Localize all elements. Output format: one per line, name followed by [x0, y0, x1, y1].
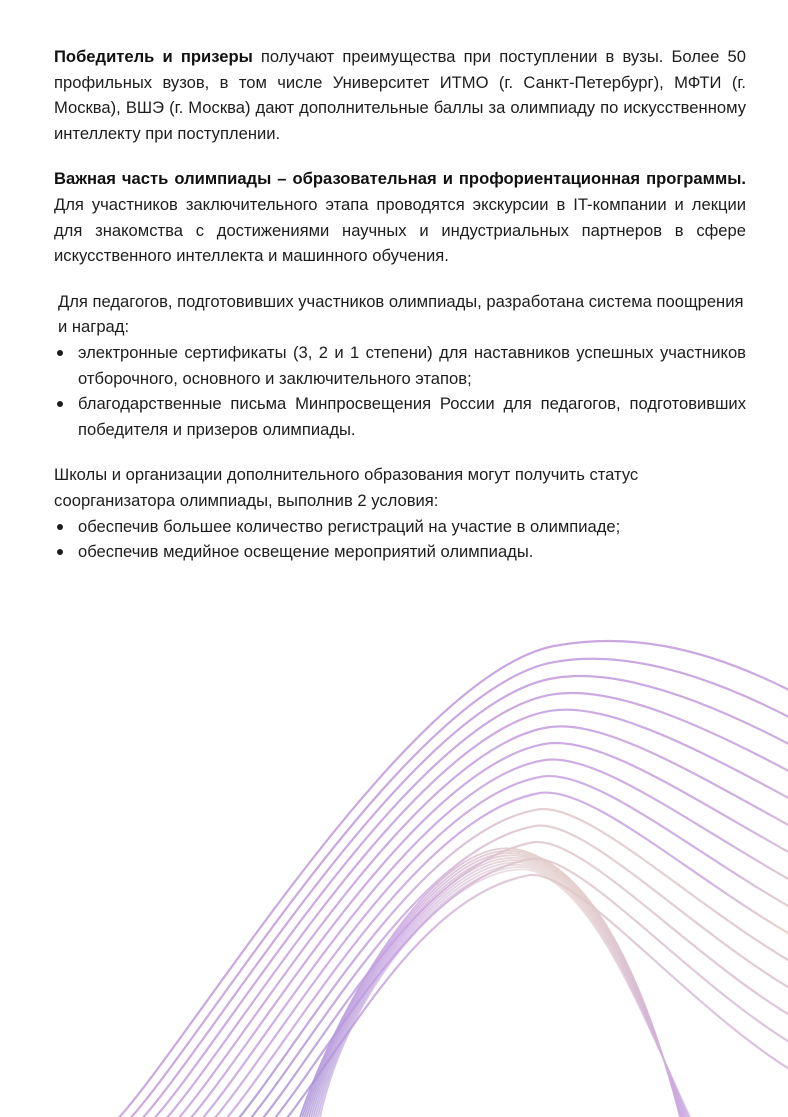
wave-line [256, 842, 788, 1117]
wave-inner-line [309, 858, 685, 1117]
paragraph-benefits [54, 44, 746, 146]
schools-bullet-list [54, 514, 746, 565]
list-item: электронные сертификаты (3, 2 и 1 степени) для наставников успешных участников отборочного, основного и заключительного этапов; [54, 340, 746, 391]
paragraph-benefits-text: получают преимущества при поступлении в вузы. Более 50 профильных вузов, в том числе Университет ИТМО (г. Санкт-Петербург), МФТИ (г. Москва), ВШЭ (г. Москва) дают дополнительные баллы за олимпиаду по искусственному интеллекту при поступлении. [54, 47, 746, 143]
wave-line [195, 759, 788, 1117]
wave-line [146, 693, 788, 1117]
list-item: благодарственные письма Минпросвещения России для педагогов, подготовивших победителя и призеров олимпиады. [54, 391, 746, 442]
wave-line [159, 710, 788, 1117]
paragraph-programs [54, 166, 746, 268]
list-item: обеспечив большее количество регистраций на участие в олимпиаде; [54, 514, 746, 540]
teachers-bullet-list [54, 340, 746, 442]
paragraph-schools-intro: Школы и организации дополнительного образования могут получить статус соорганизатора олимпиады, выполнив 2 условия: [54, 465, 639, 510]
paragraph-teachers-intro: Для педагогов, подготовивших участников олимпиады, разработана система поощрения и наград: [58, 291, 744, 337]
page-content [54, 44, 746, 585]
list-item: обеспечив медийное освещение мероприятий олимпиады. [54, 539, 746, 565]
wave-line [219, 793, 788, 1117]
paragraph-programs-text: Для участников заключительного этапа проводятся экскурсии в IT-компании и лекции для знакомства с достижениями научных и индустриальных партнеров в сфере искусственного интеллекта и машинного обучения. [54, 194, 746, 266]
paragraph-benefits-bold: Победитель и призеры [54, 47, 253, 66]
paragraph-programs-bold: Важная часть олимпиады – образовательная и профориентационная программы. [54, 169, 746, 189]
